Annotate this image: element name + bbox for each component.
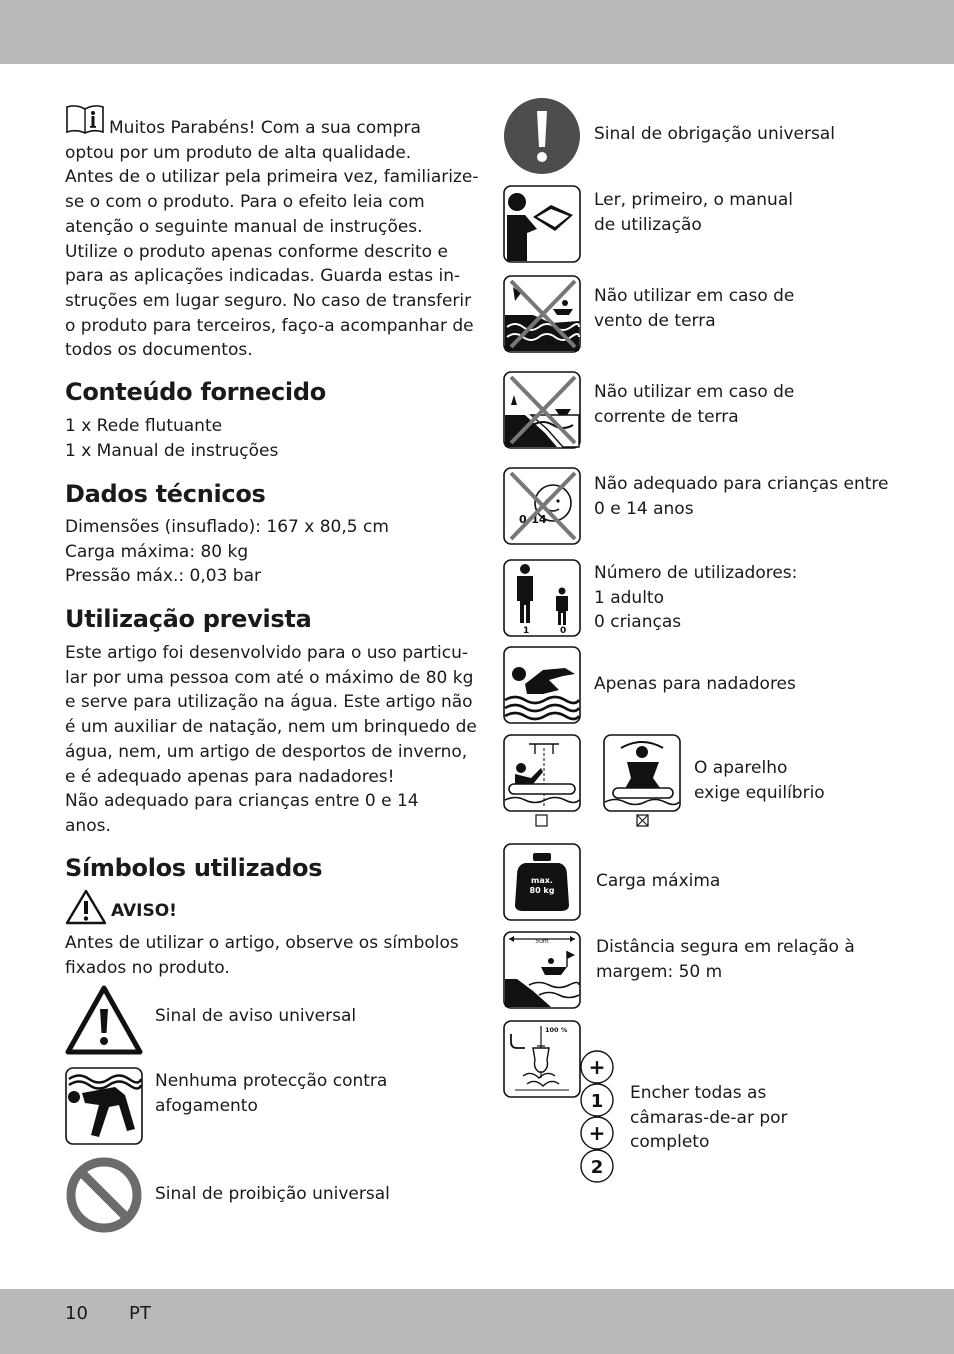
- intro-text: Muitos Parabéns! Com a sua compra optou por um produto de alta qualidade. Antes de o utilizar pela primeira vez, familiarize- se o com o produto. Para o efeito leia com atenção o seguinte manual de instruções. Utilize o produto apenas conforme descrito e para as aplicações indicadas. Guarda estas in- struções em lugar seguro. No caso de transferir o produto para terceiros, faço-a acompanhar de todos os documentos.: [65, 118, 479, 361]
- number-of-users-icon: [503, 559, 581, 637]
- inflate-chambers-icon: [503, 1020, 581, 1098]
- svg-text:100 %: 100 %: [545, 1026, 568, 1034]
- svg-text:0: 0: [560, 626, 567, 636]
- warning-label: AVISO!: [111, 901, 177, 921]
- list-item: Pressão máx.: 0,03 bar: [65, 566, 261, 587]
- technical-list: [65, 515, 389, 589]
- swimmers-only-icon: [503, 646, 581, 724]
- list-item: Dimensões (insuflado): 167 x 80,5 cm: [65, 517, 389, 537]
- symbol-label: Sinal de aviso universal: [155, 1006, 357, 1026]
- step-number: 1: [590, 1091, 604, 1112]
- prohibition-sign-icon: [65, 1156, 143, 1234]
- contents-list: [65, 414, 278, 463]
- page-number: 10: [65, 1303, 88, 1324]
- warning-text: Antes de utilizar o artigo, observe os símbolos fixados no produto.: [65, 933, 459, 978]
- max-load-icon: [503, 843, 581, 921]
- intended-use-heading: Utilização prevista: [65, 605, 312, 633]
- plus-icon: +: [588, 1121, 606, 1145]
- plus-icon: +: [588, 1055, 606, 1079]
- no-offshore-wind-icon: [503, 275, 581, 353]
- safe-distance-icon: [503, 931, 581, 1009]
- symbol-label: Sinal de obrigação universal: [594, 124, 835, 144]
- list-item: 1 x Rede flutuante: [65, 416, 223, 436]
- svg-text:1: 1: [523, 626, 530, 636]
- intended-use-text: Este artigo foi desenvolvido para o uso particu- lar por uma pessoa com até o máximo de 80 kg e serve para utilização na água. Este artigo não é um auxiliar de natação, nem um brinquedo de água, nem, um artigo de desportos de inverno, e é adequado apenas para nadadores! Não adequado para crianças entre 0 e 14 anos.: [65, 643, 477, 836]
- symbol-label: Carga máxima: [596, 871, 721, 891]
- list-item: 1 x Manual de instruções: [65, 440, 279, 461]
- not-for-children-icon: [503, 467, 581, 545]
- step-number: 2: [590, 1157, 604, 1178]
- no-offshore-current-icon: [503, 371, 581, 449]
- svg-text:80 kg: 80 kg: [529, 886, 555, 895]
- symbol-label: Não adequado para crianças entre 0 e 14 anos: [594, 474, 889, 519]
- header-band: [0, 0, 954, 64]
- svg-text:max.: max.: [531, 876, 553, 885]
- no-drowning-protection-icon: [65, 1067, 143, 1145]
- balance-required-icon: [503, 734, 683, 830]
- symbol-label: Não utilizar em caso de corrente de terra: [594, 382, 795, 427]
- svg-text:50m: 50m: [535, 938, 549, 945]
- symbol-label: Número de utilizadores: 1 adulto 0 crianças: [594, 563, 798, 633]
- warning-small-icon: [65, 889, 107, 925]
- inflation-steps: [579, 1049, 617, 1185]
- age-range-label: 0-14: [519, 513, 547, 526]
- symbol-label: Apenas para nadadores: [594, 674, 796, 694]
- symbol-label: Nenhuma protecção contra afogamento: [155, 1071, 388, 1116]
- symbols-heading: Símbolos utilizados: [65, 854, 323, 882]
- contents-heading: Conteúdo fornecido: [65, 378, 326, 406]
- symbol-label: Distância segura em relação à margem: 50 m: [596, 937, 855, 982]
- language-code: PT: [129, 1303, 151, 1324]
- read-manual-icon: [503, 185, 581, 263]
- symbol-label: Ler, primeiro, o manual de utilização: [594, 190, 793, 235]
- mandatory-sign-icon: [503, 97, 581, 175]
- warning-triangle-icon: [65, 985, 143, 1055]
- symbol-label: Encher todas as câmaras-de-ar por completo: [630, 1083, 788, 1153]
- symbol-label: O aparelho exige equilíbrio: [694, 758, 825, 803]
- symbol-label: Não utilizar em caso de vento de terra: [594, 286, 795, 331]
- technical-heading: Dados técnicos: [65, 480, 266, 508]
- list-item: Carga máxima: 80 kg: [65, 541, 249, 562]
- symbol-label: Sinal de proibição universal: [155, 1184, 390, 1204]
